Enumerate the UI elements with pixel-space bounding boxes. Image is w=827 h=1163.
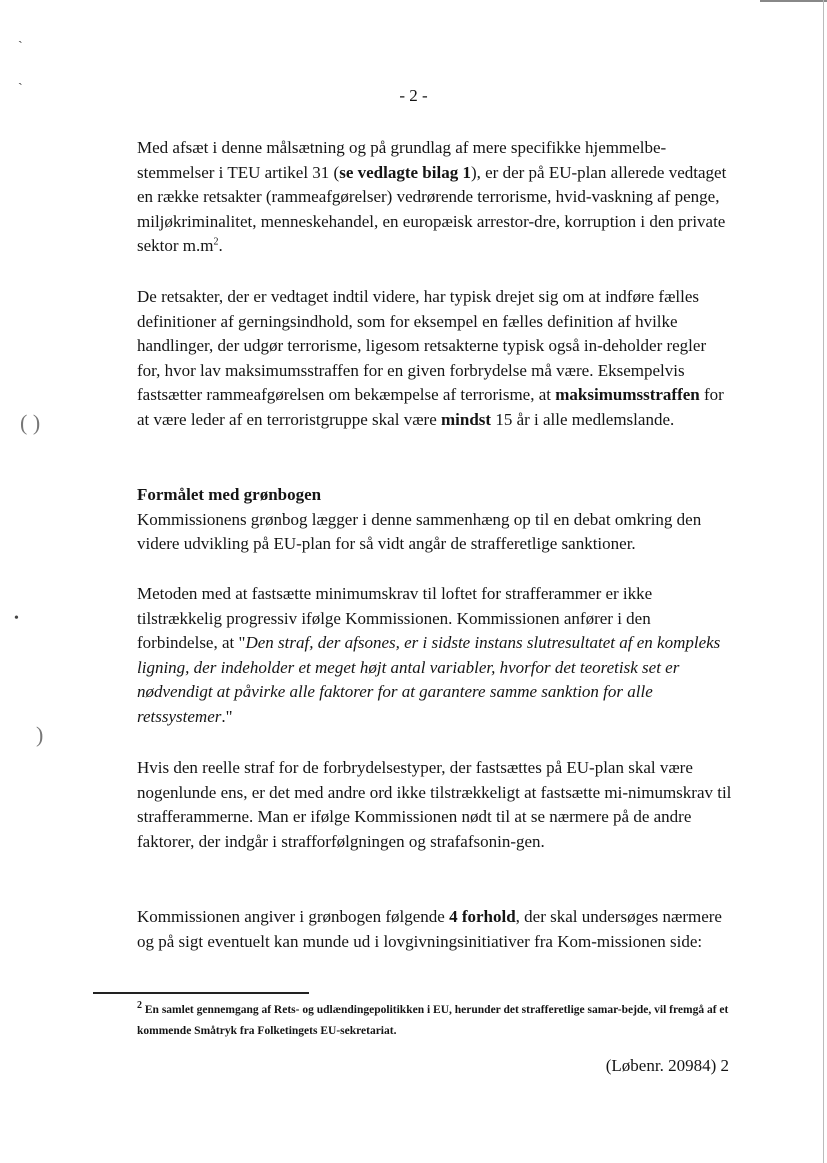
- paragraph-6: [137, 905, 733, 954]
- text: .": [221, 706, 233, 726]
- bold-text: se vedlagte bilag 1: [339, 162, 471, 182]
- footnote-rule: [93, 992, 309, 994]
- scan-speck: ˎ: [18, 29, 23, 44]
- bold-text: 4 forhold: [449, 907, 516, 926]
- footnote-number: 2: [137, 1000, 142, 1012]
- quote-text: Den straf, der afsones, er i sidste instans slutresultatet af en kompleks ligning, der indeholder et meget højt antal variabler, hvorfor det teoretisk set er nødvendigt at påvirke alle faktorer for at garantere samme sanktion for alle retssystemer: [137, 633, 721, 726]
- paragraph-5: [137, 756, 733, 854]
- page-footer: (Løbenr. 20984) 2: [605, 1056, 729, 1075]
- text: ), er der på EU-plan allerede vedtaget en række retsakter (rammeafgørelser) vedrørende terrorisme, hvid-vaskning af penge, miljøkriminalitet, menneskehandel, en europæisk arrestor-dre, korruption i den private sektor m.m: [137, 162, 727, 256]
- footnote: [137, 1000, 737, 1042]
- text: De retsakter, der er vedtaget indtil videre, har typisk drejet sig om at indføre fælles definitioner af gerningsindhold, som for eksempel en fælles definition af hvilke handlinger, der udgør terrorisme, ligesom retsakterne typisk også in-deholder regler for, hvor lav maksimumsstraffen for en given forbrydelse må være. Eksempelvis fastsætter rammeafgørelsen om bekæmpelse af terrorisme, at: [137, 287, 707, 405]
- text: Kommissionen angiver i grønbogen følgende: [137, 907, 450, 926]
- footnote-text: En samlet gennemgang af Rets- og udlændingepolitikken i EU, herunder det strafferetlige samar-bejde, vil fremgå af et kommende Småtryk fra Folketingets EU-sekretariat.: [137, 1004, 729, 1037]
- scan-edge-right: [823, 0, 824, 1163]
- scan-speck: ˏ: [18, 71, 23, 86]
- page-number: - 2 -: [399, 86, 428, 105]
- section-block: [137, 483, 733, 557]
- text: , der skal undersøges nærmere og på sigt eventuelt kan munde ud i lovgivningsinitiativer fra Kom-missionen side:: [137, 907, 722, 951]
- scan-speck: •: [14, 611, 19, 626]
- footnote-ref: 2: [213, 236, 219, 248]
- text: 15 år i alle medlemslande.: [491, 409, 675, 429]
- scan-edge-top: [760, 0, 827, 2]
- bold-text: mindst: [441, 409, 492, 429]
- paragraph-2: [137, 285, 733, 433]
- text: Metoden med at fastsætte minimumskrav til loftet for strafferammer er ikke tilstrækkelig progressiv ifølge Kommissionen. Kommissionen anfører i den forbindelse, at ": [137, 584, 653, 653]
- paragraph-3: Kommissionens grønbog lægger i denne sammenhæng op til en debat omkring den videre udvikling på EU-plan for så vidt angår de strafferetlige sanktioner.: [137, 509, 702, 554]
- text: Med afsæt i denne målsætning og på grundlag af mere specifikke hjemmelbe-stemmelser i TEU artikel 31 (: [137, 138, 667, 182]
- text: for at være leder af en terroristgruppe skal være: [137, 385, 724, 429]
- text: .: [218, 236, 223, 256]
- section-heading: Formålet med grønbogen: [137, 485, 322, 504]
- paragraph-1: [137, 136, 733, 259]
- bold-text: maksimumsstraffen: [555, 385, 700, 405]
- paragraph-4: [137, 582, 733, 730]
- punch-hole-mark: ( ): [20, 410, 41, 435]
- paragraph-5-text: Hvis den reelle straf for de forbrydelsestyper, der fastsættes på EU-plan skal være nogenlunde ens, er det med andre ord ikke tilstrækkeligt at fastsætte mi-nimumskrav til strafferammerne. Man er ifølge Kommissionen nødt til at se nærmere på de andre faktorer, der indgår i strafforfølgningen og strafafsonin-gen.: [137, 758, 732, 851]
- punch-hole-mark: ): [36, 722, 44, 747]
